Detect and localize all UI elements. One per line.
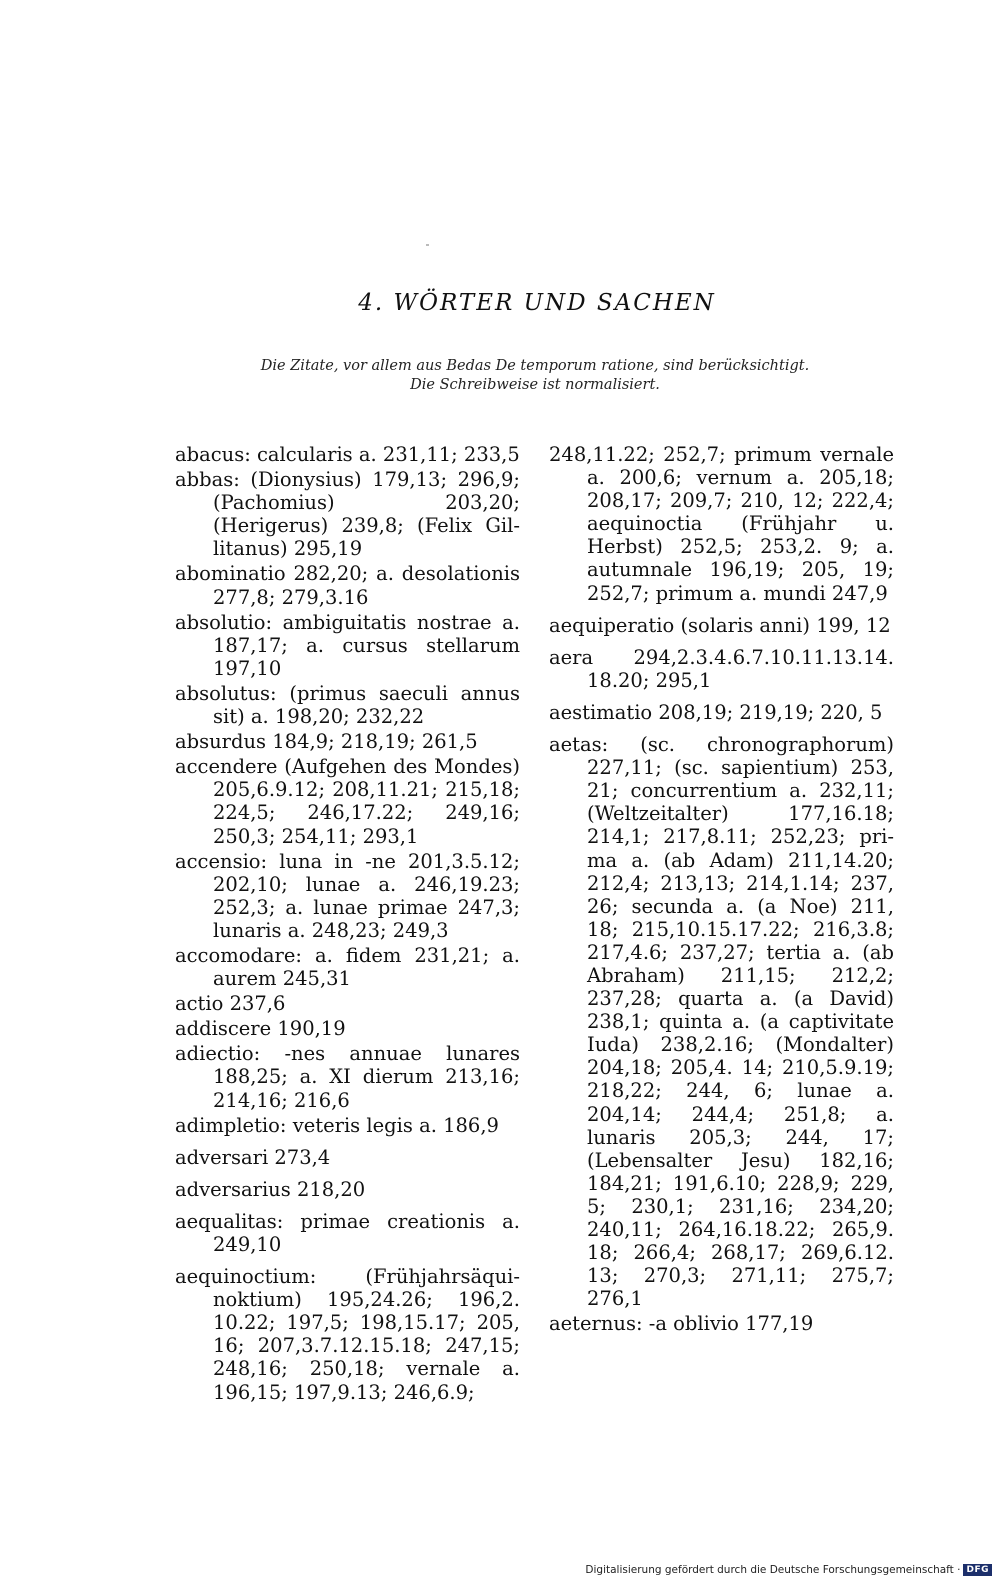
index-entry: [175, 1265, 520, 1404]
index-entry: [175, 682, 520, 728]
entry-refs: veteris legis a. 186,9: [292, 1113, 499, 1137]
entry-refs: 190,19: [277, 1017, 346, 1041]
index-entry: [175, 755, 520, 847]
entry-lemma: accendere: [175, 755, 278, 779]
index-entry-continued: [549, 443, 894, 605]
footer-text: Digitalisierung gefördert durch die Deutsche Forschungsgemeinschaft ·: [585, 1564, 961, 1576]
index-entry: [549, 701, 894, 724]
index-column-left: [175, 443, 520, 1406]
entry-refs: 184,9; 218,19; 261,5: [272, 730, 478, 754]
index-column-right: [549, 443, 894, 1337]
index-entry: [549, 614, 894, 637]
index-entry: [175, 1178, 520, 1201]
entry-refs: 282,20; a. desolationis 277,8; 279,3.16: [213, 562, 520, 609]
index-entry: [175, 611, 520, 680]
entry-refs: (sc. chronographorum) 227,11; (sc. sapientium) 253, 21; concurrentium a. 232,11; (Weltzeitalter) 177,16.18; 214,1; 217,8.11; 252,23; prima a. (ab Adam) 211,14.20; 212,4; 213,13; 214,1.14; 237, 26; secunda a. (a Noe) 211, 18; 215,10.15.17.22; 216,3.8; 217,4.6; 237,27; tertia a. (ab Abraham) 211,15; 212,2; 237,28; quarta a. (a David) 238,1; quinta a. (a captivitate Iuda) 238,2.16; (Mondalter) 204,18; 205,4. 14; 210,5.9.19; 218,22; 244, 6; lunae a. 204,14; 244,4; 251,8; a. lunaris 205,3; 244, 17; (Lebensalter Jesu) 182,16; 184,21; 191,6.10; 228,9; 229, 5; 230,1; 231,16; 234,20; 240,11; 264,16.18.22; 265,9. 18; 266,4; 268,17; 269,6.12. 13; 270,3; 271,11; 275,7; 276,1: [587, 733, 895, 1311]
entry-refs: ambiguitatis nostrae a. 187,17; a. cursus stellarum 197,10: [213, 610, 521, 680]
index-entry: [549, 733, 894, 1310]
index-entry: [175, 1114, 520, 1137]
entry-lemma: adversarius: [175, 1177, 291, 1201]
entry-refs: a. fidem 231,21; a. aurem 245,31: [213, 943, 520, 991]
entry-lemma: aetas:: [549, 733, 609, 757]
entry-lemma: aera: [549, 645, 594, 669]
section-subtitle: [0, 357, 1000, 395]
section-heading: 4. WÖRTER UND SACHEN: [358, 290, 716, 316]
entry-lemma: absolutio:: [175, 610, 273, 634]
entry-lemma: abominatio: [175, 562, 286, 586]
entry-refs: calcularis a. 231,11; 233,5: [257, 443, 520, 466]
entry-lemma: aequinoctium:: [175, 1265, 317, 1289]
entry-refs: 237,6: [229, 992, 286, 1016]
entry-lemma: adiectio:: [175, 1042, 261, 1066]
index-entry: [175, 992, 520, 1015]
entry-lemma: aestimatio: [549, 700, 653, 724]
entry-lemma: absolutus:: [175, 681, 277, 705]
entry-refs: 294,2.3.4.6.7.10.11.13.14. 18.20; 295,1: [587, 645, 894, 692]
entry-lemma: actio: [175, 992, 224, 1016]
entry-refs: 273,4: [274, 1145, 331, 1169]
entry-lemma: addiscere: [175, 1017, 272, 1041]
entry-refs: primae creationis a. 249,10: [213, 1209, 520, 1256]
entry-lemma: abacus:: [175, 443, 251, 466]
entry-refs: 218,20: [296, 1177, 366, 1201]
entry-refs: luna in -ne 201,3.5.12; 202,10; lunae a. 246,19.23; 252,3; a. lunae primae 247,3; lunaris a. 248,23; 249,3: [213, 849, 520, 942]
entry-lemma: aequalitas:: [175, 1209, 284, 1233]
entry-lemma: accensio:: [175, 849, 268, 873]
dfg-logo: DFG: [963, 1564, 992, 1576]
entry-refs: 248,11.22; 252,7; primum vernale a. 200,6; vernum a. 205,18; 208,17; 209,7; 210, 12; 222,4; aequinoctia (Frühjahr u. Herbst) 252,5; 253,2. 9; a. autumnale 196,19; 205, 19; 252,7; primum a. mundi 247,9: [549, 443, 894, 605]
scan-speck: [426, 244, 429, 246]
index-entry: [175, 468, 520, 560]
index-entry: [549, 646, 894, 692]
entry-refs: (solaris anni) 199, 12: [680, 613, 891, 637]
index-entry: [175, 443, 520, 466]
index-entry: [175, 850, 520, 942]
subtitle-line-2: Die Schreibweise ist normalisiert.: [410, 377, 660, 393]
index-entry: [175, 944, 520, 990]
entry-refs: (Dionysius) 179,13; 296,9; (Pachomius) 203,20; (Herigerus) 239,8; (Felix Gillitanus) 295,19: [213, 468, 521, 561]
digitization-footer: [585, 1564, 992, 1576]
index-entry: [175, 1146, 520, 1169]
index-entry: [175, 730, 520, 753]
entry-lemma: absurdus: [175, 730, 267, 754]
entry-refs: (primus saeculi annus sit) a. 198,20; 232,22: [213, 681, 520, 729]
index-entry: [175, 1017, 520, 1040]
entry-lemma: accomodare:: [175, 943, 302, 967]
index-entry: [175, 1210, 520, 1256]
entry-lemma: adimpletio:: [175, 1113, 287, 1137]
entry-refs: 208,19; 219,19; 220, 5: [658, 700, 883, 724]
entry-refs: -a oblivio 177,19: [648, 1312, 814, 1336]
index-entry: [175, 1042, 520, 1111]
entry-lemma: aeternus:: [549, 1312, 643, 1336]
subtitle-line-1: Die Zitate, vor allem aus Bedas De temporum ratione, sind berücksichtigt.: [260, 358, 810, 374]
entry-refs: (Aufgehen des Mondes) 205,6.9.12; 208,11.21; 215,18; 224,5; 246,17.22; 249,16; 250,3; 254,11; 293,1: [213, 755, 520, 848]
index-entry: [175, 562, 520, 608]
index-entry: [549, 1312, 894, 1335]
entry-lemma: adversari: [175, 1145, 269, 1169]
entry-refs: -nes annuae lunares 188,25; a. XI dierum 213,16; 214,16; 216,6: [213, 1042, 520, 1112]
entry-refs: (Frühjahrsäquinoktium) 195,24.26; 196,2. 10.22; 197,5; 198,15.17; 205, 16; 207,3.7.12.15.18; 247,15; 248,16; 250,18; vernale a. 196,15; 197,9.13; 246,6.9;: [213, 1265, 520, 1404]
entry-lemma: aequiperatio: [549, 613, 675, 637]
entry-lemma: abbas:: [175, 468, 240, 492]
